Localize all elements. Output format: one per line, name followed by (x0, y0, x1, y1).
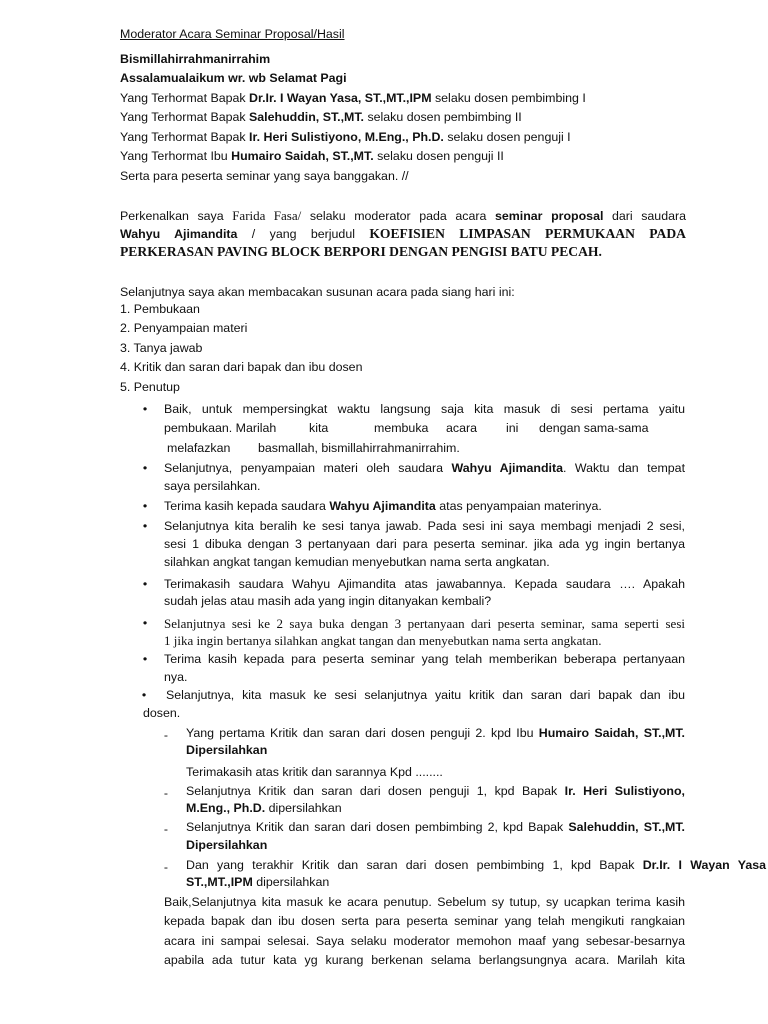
bullet-7-line-1: Terima kasih kepada para peserta seminar yang telah memberikan beberapa pertanyaan (164, 652, 685, 666)
bullet-3-line-1: Terima kasih kepada saudara Wahyu Ajimandita atas penyampaian materinya. (164, 499, 602, 513)
presenter-name: Wahyu Ajimandita (451, 461, 563, 475)
bullet-1-line-1: Baik, untuk mempersingkat waktu langsung saja kita masuk di sesi pertama yaitu (164, 402, 685, 416)
name-examiner-2: Humairo Saidah, ST.,MT. (231, 149, 374, 163)
bullet-2-line-1: Selanjutnya, penyampaian materi oleh saudara Wahyu Ajimandita. Waktu dan tempat (164, 461, 686, 475)
bullet-7-line-2: nya. (164, 670, 188, 684)
bullet-marker: • (142, 652, 148, 666)
salutation-supervisor-1: Yang Terhormat Bapak Dr.Ir. I Wayan Yasa, ST.,MT.,IPM selaku dosen pembimbing I (120, 91, 586, 105)
dash-marker: - (163, 860, 169, 874)
dash-marker: - (163, 786, 169, 800)
closing-line-1: Baik,Selanjutnya kita masuk ke acara penutup. Sebelum sy tutup, sy ucapkan terima kasih (164, 895, 685, 909)
name-examiner-2: Humairo Saidah, ST.,MT. (538, 726, 685, 740)
dash-marker: - (163, 728, 169, 742)
thesis-title-part-1: KOEFISIEN LIMPASAN PERMUKAAN PADA (369, 226, 686, 241)
closing-line-4: apabila ada tutur kata yg kurang berkenan selama berlangsungnya acara. Marilah kita (164, 953, 685, 967)
greeting-text: Assalamualaikum wr. wb Selamat Pagi (120, 71, 347, 85)
dash-3-line-2: Dipersilahkan (186, 838, 268, 852)
bullet-5-line-2: sudah jelas atau masih ada yang ingin ditanyakan kembali? (164, 594, 492, 608)
salutation-examiner-1: Yang Terhormat Bapak Ir. Heri Sulistiyono, M.Eng., Ph.D. selaku dosen penguji I (120, 130, 571, 144)
document-page: Moderator Acara Seminar Proposal/Hasil Bismillahirrahmanirrahim Assalamualaikum wr. wb Selamat Pagi Yang Terhormat Bapak Dr.Ir. I Wayan Yasa, ST.,MT.,IPM selaku dosen pembimbing I Yang Terhormat Bapak Salehuddin, ST.,MT. selaku dosen pembimbing II Yang Terhormat Bapak Ir. Heri Sulistiyono, M.Eng., Ph.D. selaku dosen penguji I Yang Terhormat Ibu Humairo Saidah, ST.,MT. selaku dosen penguji II Serta para peserta seminar yang saya banggakan. // Perkenalkan saya Farida Fasa/ selaku moderator pada acara seminar proposal dari saudara Wahyu Ajimandita / yang berjudul KOEFISIEN LIMPASAN PERMUKAAN PADA PERKERASAN PAVING BLOCK BERPORI DENGAN PENGISI BATU PECAH. Selanjutnya saya akan membacakan susunan acara pada siang hari ini: 1. Pembukaan 2. Penyampaian materi 3. Tanya jawab 4. Kritik dan saran dari bapak dan ibu dosen 5. Penutup • Baik, untuk mempersingkat waktu langsung saja kita masuk di sesi pertama yaitu pembukaan. Marilah kita membuka acara ini dengan sama-sama melafazkan basmallah, bismillahirrahmanirrahim. • Selanjutnya, penyampaian materi oleh saudara Wahyu Ajimandita. Waktu dan tempat saya persilahkan. • Terima kasih kepada saudara Wahyu Ajimandita atas penyampaian materinya. • Selanjutnya kita beralih ke sesi tanya jawab. Pada sesi ini saya membagi menjadi 2 sesi, sesi 1 dibuka dengan 3 pertanyaan dari para peserta seminar. jika ada yg ingin bertanya silahkan angkat tangan kemudian menyebutkan nama serta angkatan. • Terimakasih saudara Wahyu Ajimandita atas jawabannya. Kepada saudara …. Apakah sudah jelas atau masih ada yang ingin ditanyakan kembali? • Selanjutnya sesi ke 2 saya buka dengan 3 pertanyaan dari peserta seminar, sama seperti sesi 1 jika ingin bertanya silahkan angkat tangan dan menyebutkan nama serta angkatan. • Terima kasih kepada para peserta seminar yang telah memberikan beberapa pertanyaan nya. • Selanjutnya, kita masuk ke sesi selanjutnya yaitu kritik dan saran dari bapak dan ibu dosen. - Yang pertama Kritik dan saran dari dosen penguji 2. kpd Ibu Humairo Saidah, ST.,MT. Dipersilahkan Terimakasih atas kritik dan sarannya Kpd ........ - Selanjutnya Kritik dan saran dari dosen penguji 1, kpd Bapak Ir. Heri Sulistiyono, M.Eng., Ph.D. dipersilahkan - Selanjutnya Kritik dan saran dari dosen pembimbing 2, kpd Bapak Salehuddin, ST.,MT. Dipersilahkan - Dan yang terakhir Kritik dan saran dari dosen pembimbing 1, kpd Bapak Dr.Ir. I Wayan Yasa ST.,MT.,IPM dipersilahkan Baik,Selanjutnya kita masuk ke acara penutup. Sebelum sy tutup, sy ucapkan terima kasih kepada bapak dan ibu dosen serta para peserta seminar yang telah mengikuti rangkaian acara ini sampai selesai. Saya selaku moderator memohon maaf yang sebesar-besarnya apabila ada tutur kata yg kurang berkenan selama berlangsungnya acara. Marilah kita (0, 0, 768, 1024)
bullet-5-line-1: Terimakasih saudara Wahyu Ajimandita atas jawabannya. Kepada saudara …. Apakah (164, 577, 685, 591)
dash-1-line-3: Terimakasih atas kritik dan sarannya Kpd ........ (186, 765, 443, 779)
salutation-audience: Serta para peserta seminar yang saya banggakan. // (120, 169, 409, 183)
agenda-item-3: 3. Tanya jawab (120, 341, 203, 355)
greeting-line (120, 69, 347, 89)
closing-line-2: kepada bapak dan ibu dosen serta para peserta seminar yang telah mengikuti rangkaian (164, 914, 685, 928)
dash-2-line-1: Selanjutnya Kritik dan saran dari dosen penguji 1, kpd Bapak Ir. Heri Sulistiyono, (186, 784, 685, 798)
bullet-marker: • (142, 577, 148, 591)
name-supervisor-1: Dr.Ir. I Wayan Yasa, ST.,MT.,IPM (249, 91, 432, 105)
agenda-lead: Selanjutnya saya akan membacakan susunan acara pada siang hari ini: (120, 285, 515, 299)
bullet-8-line-2: dosen. (143, 706, 181, 720)
bullet-2-line-2: saya persilahkan. (164, 479, 261, 493)
bullet-marker: • (142, 402, 148, 416)
name-supervisor-2: Salehuddin, ST.,MT. (249, 110, 364, 124)
basmalah-line (120, 50, 270, 70)
intro-line-3 (120, 242, 602, 263)
bullet-marker: • (142, 461, 148, 475)
bullet-marker: • (141, 688, 147, 702)
bullet-4-line-1: Selanjutnya kita beralih ke sesi tanya jawab. Pada sesi ini saya membagi menjadi 2 sesi, (164, 519, 685, 533)
event-type: seminar proposal (494, 209, 604, 223)
bullet-6-line-2: 1 jika ingin bertanya silahkan angkat tangan dan menyebutkan nama serta angkatan. (164, 633, 602, 648)
dash-4-line-1: Dan yang terakhir Kritik dan saran dari dosen pembimbing 1, kpd Bapak Dr.Ir. I Wayan Yasa (186, 858, 766, 872)
agenda-item-5: 5. Penutup (120, 380, 180, 394)
dash-3-line-1: Selanjutnya Kritik dan saran dari dosen pembimbing 2, kpd Bapak Salehuddin, ST.,MT. (186, 820, 685, 834)
bullet-8-line-1: Selanjutnya, kita masuk ke sesi selanjutnya yaitu kritik dan saran dari bapak dan ibu (166, 688, 685, 702)
dash-1-line-1: Yang pertama Kritik dan saran dari dosen penguji 2. kpd Ibu Humairo Saidah, ST.,MT. (186, 726, 685, 740)
bullet-marker: • (142, 499, 148, 513)
agenda-item-1: 1. Pembukaan (120, 302, 200, 316)
closing-line-3: acara ini sampai selesai. Saya selaku moderator memohon maaf yang sebesar-besarnya (164, 934, 685, 948)
name-examiner-1: Ir. Heri Sulistiyono, M.Eng., Ph.D. (249, 130, 444, 144)
salutation-supervisor-2: Yang Terhormat Bapak Salehuddin, ST.,MT. selaku dosen pembimbing II (120, 110, 522, 124)
salutation-examiner-2: Yang Terhormat Ibu Humairo Saidah, ST.,MT. selaku dosen penguji II (120, 149, 504, 163)
basmalah-text: Bismillahirrahmanirrahim (120, 52, 271, 66)
name-supervisor-1: Dr.Ir. I Wayan Yasa (642, 858, 766, 872)
dash-1-line-2: Dipersilahkan (186, 743, 268, 757)
dash-2-line-2: M.Eng., Ph.D. dipersilahkan (186, 801, 342, 815)
bullet-4-line-3: silahkan angkat tangan kemudian menyebutkan nama serta angkatan. (164, 555, 550, 569)
intro-line-1: Perkenalkan saya Farida Fasa/ selaku moderator pada acara seminar proposal dari saudara (120, 208, 686, 223)
presenter-name: Wahyu Ajimandita (120, 227, 238, 241)
bullet-4-line-2: sesi 1 dibuka dengan 3 pertanyaan dari para peserta seminar. jika ada yg ingin bertanya (164, 537, 685, 551)
intro-line-2: Wahyu Ajimandita / yang berjudul KOEFISIEN LIMPASAN PERMUKAAN PADA (120, 226, 686, 241)
agenda-item-4: 4. Kritik dan saran dari bapak dan ibu dosen (120, 360, 363, 374)
dash-4-line-2: ST.,MT.,IPM dipersilahkan (186, 875, 330, 889)
thesis-title-part-2: PERKERASAN PAVING BLOCK BERPORI DENGAN PENGISI BATU PECAH. (120, 244, 602, 259)
bullet-marker: • (142, 519, 148, 533)
dash-marker: - (163, 822, 169, 836)
name-supervisor-2: Salehuddin, ST.,MT. (568, 820, 685, 834)
bullet-6-line-1: Selanjutnya sesi ke 2 saya buka dengan 3 pertanyaan dari peserta seminar, sama seperti sesi (164, 616, 685, 631)
bullet-marker: • (142, 616, 148, 630)
moderator-name: Farida Fasa/ (232, 208, 302, 223)
name-examiner-1: Ir. Heri Sulistiyono, (564, 784, 685, 798)
presenter-name: Wahyu Ajimandita (329, 499, 436, 513)
document-title: Moderator Acara Seminar Proposal/Hasil (120, 27, 345, 41)
agenda-item-2: 2. Penyampaian materi (120, 321, 248, 335)
